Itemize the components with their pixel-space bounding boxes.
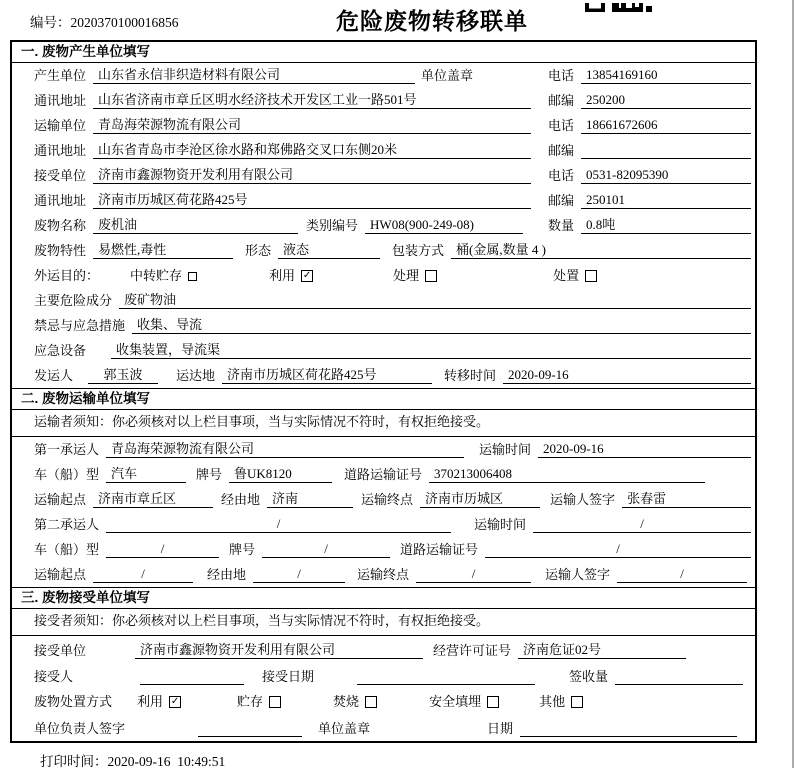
serial-number bbox=[30, 11, 179, 31]
equipment-value: 收集装置，导流渠 bbox=[111, 341, 751, 359]
option-utilize bbox=[269, 265, 313, 284]
consignor-value: 郭玉波 bbox=[88, 366, 158, 384]
treat-checkbox bbox=[425, 270, 437, 282]
row-route-1 bbox=[12, 487, 755, 512]
option-disposal-incinerate bbox=[333, 691, 377, 710]
packaging-label: 包装方式 bbox=[392, 243, 445, 258]
row-disposal-method bbox=[12, 689, 755, 714]
producer-unit-label: 产生单位 bbox=[34, 68, 87, 83]
row-taboo bbox=[12, 313, 755, 338]
page-title: 危险废物转移联单 bbox=[336, 8, 528, 34]
carrier1-label: 第一承运人 bbox=[34, 442, 100, 457]
plate1-label: 牌号 bbox=[196, 467, 223, 482]
vehicle1-label: 车（船）型 bbox=[34, 467, 100, 482]
row-producer-unit bbox=[12, 63, 755, 88]
row-vehicle-2 bbox=[12, 537, 755, 562]
disposal-method-label: 废物处置方式 bbox=[34, 694, 113, 709]
transfer-form bbox=[10, 40, 757, 743]
disposal-storage-checkbox bbox=[269, 696, 281, 708]
row-equipment bbox=[12, 338, 755, 363]
receiver-tel-label: 电话 bbox=[547, 168, 574, 183]
option-treat-label: 处理 bbox=[393, 268, 420, 283]
section-transport bbox=[12, 388, 755, 587]
waste-name-value: 废机油 bbox=[93, 216, 298, 234]
row-carrier-1 bbox=[12, 437, 755, 462]
transport-tel-value: 18661672606 bbox=[581, 116, 751, 134]
receiver-zip-label: 邮编 bbox=[547, 193, 574, 208]
receiver-tel-value: 0531-82095390 bbox=[581, 166, 751, 184]
quantity-value: 0.8吨 bbox=[581, 216, 751, 234]
consignor-label: 发运人 bbox=[34, 368, 74, 383]
row-receiver-address bbox=[12, 188, 755, 213]
waste-name-label: 废物名称 bbox=[34, 218, 87, 233]
transfer-time-value: 2020-09-16 bbox=[503, 366, 751, 384]
quantity-label: 数量 bbox=[547, 218, 574, 233]
transport-time2-value: / bbox=[533, 515, 751, 533]
producer-address-label: 通讯地址 bbox=[34, 93, 87, 108]
carrier2-value: / bbox=[106, 515, 451, 533]
row-acceptor bbox=[12, 663, 755, 689]
dispose-checkbox bbox=[585, 270, 597, 282]
option-disposal-utilize bbox=[137, 691, 181, 710]
option-disposal-landfill bbox=[429, 691, 499, 710]
producer-unit-value: 山东省永信非织造材料有限公司 bbox=[93, 66, 415, 84]
receiver-unit-label: 接受单位 bbox=[34, 168, 87, 183]
received-qty-label: 签收量 bbox=[568, 669, 608, 684]
row-purpose bbox=[12, 263, 755, 288]
row-accept-unit bbox=[12, 636, 755, 663]
option-transfer-storage-label: 中转贮存 bbox=[130, 268, 183, 283]
taboo-label: 禁忌与应急措施 bbox=[34, 318, 126, 333]
acceptor-value bbox=[140, 667, 244, 685]
receiver-address-value: 济南市历城区荷花路425号 bbox=[93, 191, 531, 209]
row-waste-name bbox=[12, 213, 755, 238]
category-code-value: HW08(900-249-08) bbox=[365, 216, 523, 234]
form-state-value: 液态 bbox=[278, 241, 380, 259]
plate2-value: / bbox=[262, 540, 390, 558]
row-transport-notice bbox=[12, 410, 755, 437]
accept-unit-label: 接受单位 bbox=[34, 643, 87, 658]
option-utilize-label: 利用 bbox=[269, 268, 296, 283]
row-transport-address bbox=[12, 138, 755, 163]
origin1-value: 济南市章丘区 bbox=[93, 490, 213, 508]
producer-tel-value: 13854169160 bbox=[581, 66, 751, 84]
disposal-utilize-checkbox: ✓ bbox=[170, 696, 180, 707]
origin2-value: / bbox=[93, 565, 193, 583]
received-qty-value bbox=[615, 667, 743, 685]
producer-zip-value: 250200 bbox=[581, 91, 751, 109]
row-receiver-unit bbox=[12, 163, 755, 188]
option-dispose-label: 处置 bbox=[553, 268, 580, 283]
option-disposal-other bbox=[539, 691, 583, 710]
transport-address-label: 通讯地址 bbox=[34, 143, 87, 158]
transport-time2-label: 运输时间 bbox=[473, 517, 526, 532]
license-value: 济南危证02号 bbox=[518, 641, 686, 659]
option-disposal-storage bbox=[237, 691, 281, 710]
disposal-storage-label: 贮存 bbox=[237, 694, 264, 709]
purpose-label: 外运目的： bbox=[34, 268, 100, 283]
transfer-time-label: 转移时间 bbox=[443, 368, 496, 383]
waste-character-label: 废物特性 bbox=[34, 243, 87, 258]
row-consignor bbox=[12, 363, 755, 388]
date-label: 日期 bbox=[487, 721, 514, 736]
transport-address-value: 山东省青岛市李沧区徐水路和郑佛路交叉口东侧20米 bbox=[93, 141, 531, 159]
transport-unit-label: 运输单位 bbox=[34, 118, 87, 133]
disposal-landfill-label: 安全填埋 bbox=[429, 694, 482, 709]
transport-zip-value bbox=[581, 141, 751, 159]
section-2-title: 二. 废物运输单位填写 bbox=[12, 389, 755, 410]
hazard-label: 主要危险成分 bbox=[34, 293, 113, 308]
serial-label: 编号： bbox=[30, 15, 71, 30]
section-producer bbox=[12, 42, 755, 388]
accept-date-label: 接受日期 bbox=[262, 669, 315, 684]
category-code-label: 类别编号 bbox=[306, 218, 359, 233]
transport-notice-text: 运输者须知：你必须核对以上栏目事项，当与实际情况不符时，有权拒绝接受。 bbox=[34, 414, 490, 429]
serial-value: 2020370100016856 bbox=[70, 15, 179, 30]
section-3-title: 三. 废物接受单位填写 bbox=[12, 588, 755, 609]
row-transport-unit bbox=[12, 113, 755, 138]
disposal-other-checkbox bbox=[571, 696, 583, 708]
option-treat bbox=[393, 265, 437, 284]
hazard-value: 废矿物油 bbox=[119, 291, 751, 309]
terminus2-value: / bbox=[416, 565, 531, 583]
responsible-sign-label: 单位负责人签字 bbox=[34, 721, 126, 736]
vehicle2-label: 车（船）型 bbox=[34, 542, 100, 557]
date-value bbox=[520, 719, 737, 737]
receiver-stamp-label: 单位盖章 bbox=[318, 721, 371, 736]
vehicle1-value: 汽车 bbox=[106, 465, 186, 483]
terminus1-value: 济南市历城区 bbox=[420, 490, 540, 508]
via1-label: 经由地 bbox=[221, 492, 261, 507]
option-transfer-storage bbox=[130, 265, 197, 284]
via1-value: 济南 bbox=[267, 490, 353, 508]
transport-tel-label: 电话 bbox=[547, 118, 574, 133]
road-cert2-value: / bbox=[485, 540, 751, 558]
form-state-label: 形态 bbox=[245, 243, 272, 258]
transfer-storage-checkbox bbox=[188, 272, 197, 281]
road-cert2-label: 道路运输证号 bbox=[400, 542, 479, 557]
vehicle2-value: / bbox=[106, 540, 219, 558]
unit-stamp-label: 单位盖章 bbox=[421, 68, 474, 83]
terminus1-label: 运输终点 bbox=[361, 492, 414, 507]
section-receiver bbox=[12, 587, 755, 741]
origin2-label: 运输起点 bbox=[34, 567, 87, 582]
sign1-value: 张春雷 bbox=[622, 490, 751, 508]
section-1-title: 一. 废物产生单位填写 bbox=[12, 42, 755, 63]
receiver-zip-value: 250101 bbox=[581, 191, 751, 209]
carrier2-label: 第二承运人 bbox=[34, 517, 100, 532]
sign2-value: / bbox=[617, 565, 747, 583]
row-hazard bbox=[12, 288, 755, 313]
row-responsible-sign bbox=[12, 714, 755, 741]
window-right-edge bbox=[792, 0, 794, 768]
producer-tel-label: 电话 bbox=[547, 68, 574, 83]
road-cert1-label: 道路运输证号 bbox=[344, 467, 423, 482]
print-time-value: 2020-09-16 10:49:51 bbox=[107, 754, 226, 769]
row-receiver-notice bbox=[12, 609, 755, 636]
sign1-label: 运输人签字 bbox=[550, 492, 616, 507]
qr-code-partial-icon bbox=[585, 0, 653, 9]
transport-time1-label: 运输时间 bbox=[478, 442, 531, 457]
taboo-value: 收集、导流 bbox=[132, 316, 751, 334]
print-time-label: 打印时间： bbox=[40, 754, 108, 769]
disposal-other-label: 其他 bbox=[539, 694, 566, 709]
disposal-utilize-label: 利用 bbox=[137, 694, 164, 709]
license-label: 经营许可证号 bbox=[433, 643, 512, 658]
acceptor-label: 接受人 bbox=[34, 669, 74, 684]
destination-label: 运达地 bbox=[176, 368, 216, 383]
utilize-checkbox: ✓ bbox=[302, 270, 312, 281]
via2-value: / bbox=[253, 565, 345, 583]
carrier1-value: 青岛海荣源物流有限公司 bbox=[106, 440, 464, 458]
accept-unit-value: 济南市鑫源物资开发利用有限公司 bbox=[135, 641, 423, 659]
transport-time1-value: 2020-09-16 bbox=[538, 440, 751, 458]
equipment-label: 应急设备 bbox=[34, 343, 87, 358]
receiver-address-label: 通讯地址 bbox=[34, 193, 87, 208]
responsible-sign-value bbox=[198, 719, 302, 737]
row-route-2 bbox=[12, 562, 755, 587]
row-carrier-2 bbox=[12, 512, 755, 537]
row-vehicle-1 bbox=[12, 462, 755, 487]
receiver-notice-text: 接受者须知：你必须核对以上栏目事项，当与实际情况不符时，有权拒绝接受。 bbox=[34, 613, 490, 628]
producer-zip-label: 邮编 bbox=[547, 93, 574, 108]
disposal-incinerate-label: 焚烧 bbox=[333, 694, 360, 709]
transport-unit-value: 青岛海荣源物流有限公司 bbox=[93, 116, 531, 134]
via2-label: 经由地 bbox=[207, 567, 247, 582]
plate2-label: 牌号 bbox=[229, 542, 256, 557]
row-producer-address bbox=[12, 88, 755, 113]
origin1-label: 运输起点 bbox=[34, 492, 87, 507]
option-dispose bbox=[553, 265, 597, 284]
waste-character-value: 易燃性,毒性 bbox=[93, 241, 233, 259]
plate1-value: 鲁UK8120 bbox=[229, 465, 332, 483]
print-time bbox=[40, 750, 225, 770]
terminus2-label: 运输终点 bbox=[357, 567, 410, 582]
packaging-value: 桶(金属,数量 4 ) bbox=[451, 241, 751, 259]
disposal-incinerate-checkbox bbox=[365, 696, 377, 708]
row-waste-character bbox=[12, 238, 755, 263]
receiver-unit-value: 济南市鑫源物资开发利用有限公司 bbox=[93, 166, 531, 184]
transport-zip-label: 邮编 bbox=[547, 143, 574, 158]
accept-date-value bbox=[357, 667, 535, 685]
disposal-landfill-checkbox bbox=[487, 696, 499, 708]
sign2-label: 运输人签字 bbox=[545, 567, 611, 582]
producer-address-value: 山东省济南市章丘区明水经济技术开发区工业一路501号 bbox=[93, 91, 531, 109]
destination-value: 济南市历城区荷花路425号 bbox=[222, 366, 432, 384]
road-cert1-value: 370213006408 bbox=[429, 465, 705, 483]
